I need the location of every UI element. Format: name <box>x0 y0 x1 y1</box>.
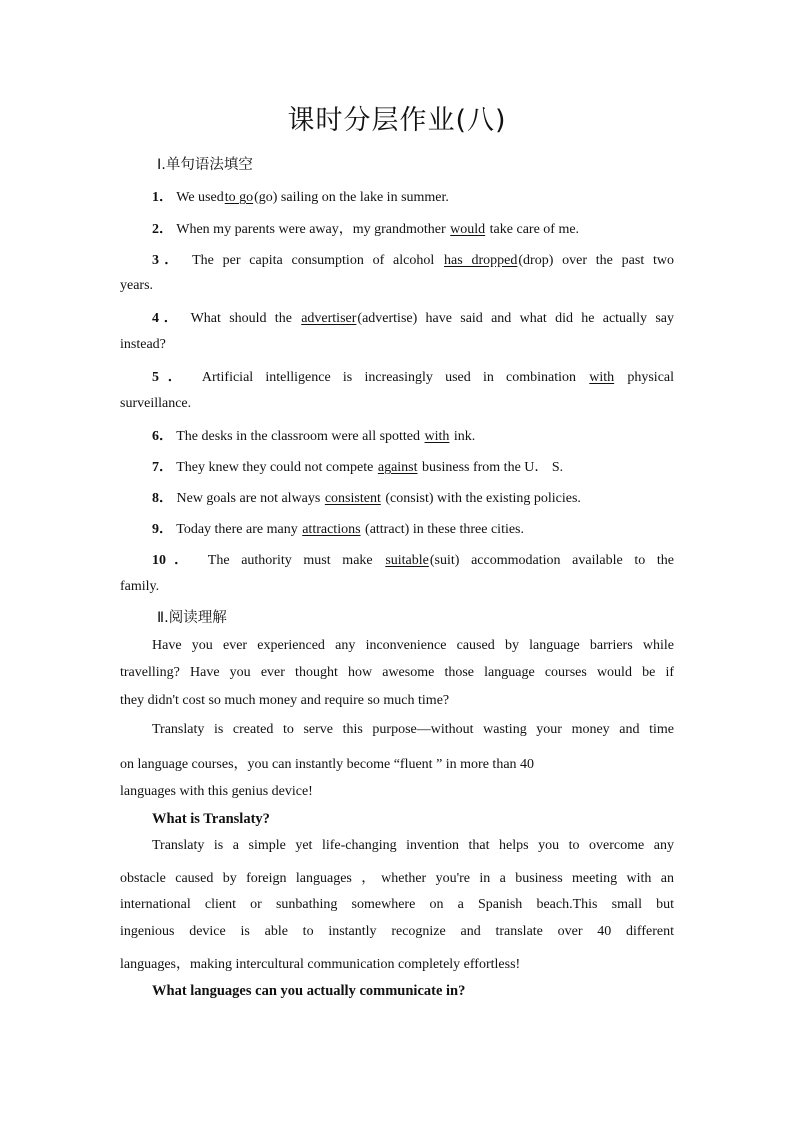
question-text: business from the U． S. <box>422 460 564 475</box>
question-number: 5． <box>152 370 191 385</box>
question-text: The desks in the classroom were all spotted <box>176 429 421 444</box>
page-title: 课时分层作业(八) <box>287 105 507 136</box>
passage-line: Translaty is created to serve this purpose—without wasting your money and time <box>152 722 674 737</box>
answer-blank: attractions <box>302 522 361 537</box>
section-heading-grammar: Ⅰ.单句语法填空 <box>157 157 253 173</box>
question-number: 9． <box>152 522 173 537</box>
question-3 <box>152 249 674 269</box>
question-number: 3． <box>152 253 184 268</box>
passage-line: Translaty is a simple yet life-changing invention that helps you to overcome any <box>152 838 674 853</box>
question-text: physical <box>627 370 675 385</box>
answer-blank: consistent <box>324 491 381 506</box>
question-10 <box>152 549 674 569</box>
answer-blank: to go <box>224 190 254 205</box>
passage-line: Have you ever experienced any inconvenience caused by language barriers while <box>152 638 674 653</box>
answer-blank: advertiser <box>301 311 357 326</box>
question-9 <box>152 518 674 538</box>
question-text: When my parents were away，my grandmother <box>176 222 446 237</box>
question-text: They knew they could not compete <box>176 460 374 475</box>
question-text: (attract) in these three cities. <box>365 522 525 537</box>
answer-blank: suitable <box>385 553 429 568</box>
question-8 <box>152 487 674 507</box>
question-number: 6． <box>152 429 173 444</box>
question-text: Today there are many <box>176 522 298 537</box>
passage-line: travelling? Have you ever thought how awesome those language courses would be if <box>120 665 674 680</box>
question-number: 10． <box>152 553 197 568</box>
passage-line: ingenious device is able to instantly recognize and translate over 40 different <box>120 924 674 939</box>
question-number: 1． <box>152 190 173 205</box>
question-1 <box>152 186 674 206</box>
passage-line: obstacle caused by foreign languages ，whether you're in a business meeting with an <box>120 871 674 886</box>
question-5-continuation: surveillance. <box>120 396 192 411</box>
passage-line: languages，making intercultural communication completely effortless! <box>120 957 521 972</box>
question-text: (go) sailing on the lake in summer. <box>254 190 449 205</box>
question-number: 7． <box>152 460 173 475</box>
question-number: 4． <box>152 311 183 326</box>
question-text: The per capita consumption of alcohol <box>192 253 435 268</box>
passage-heading: What is Translaty? <box>152 811 270 827</box>
question-text: take care of me. <box>489 222 580 237</box>
question-2 <box>152 218 674 238</box>
question-text: (consist) with the existing policies. <box>385 491 581 506</box>
question-text: Artificial intelligence is increasingly used in combination <box>201 370 577 385</box>
question-text: (suit) accommodation available to the <box>429 553 675 568</box>
answer-blank: with <box>589 370 615 385</box>
question-text: New goals are not always <box>176 491 321 506</box>
passage-line: they didn't cost so much money and require so much time? <box>120 693 450 708</box>
passage-line: international client or sunbathing somewhere on a Spanish beach.This small but <box>120 897 674 912</box>
answer-blank: against <box>377 460 418 475</box>
question-number: 2． <box>152 222 173 237</box>
question-5 <box>152 366 674 386</box>
question-4 <box>152 307 674 327</box>
question-text: The authority must make <box>207 553 373 568</box>
question-10-continuation: family. <box>120 579 160 594</box>
answer-blank: with <box>424 429 450 444</box>
answer-blank: has dropped <box>444 253 518 268</box>
question-7 <box>152 456 674 476</box>
question-number: 8． <box>152 491 173 506</box>
passage-line: languages with this genius device! <box>120 784 313 799</box>
question-text: We used <box>176 190 224 205</box>
question-text: (drop) over the past two <box>518 253 675 268</box>
passage-line: on language courses，you can instantly become “fluent ” in more than 40 <box>120 757 535 772</box>
passage-heading: What languages can you actually communicate in? <box>152 983 466 999</box>
question-3-continuation: years. <box>120 278 154 293</box>
question-text: ink. <box>453 429 476 444</box>
question-text: (advertise) have said and what did he actually say <box>357 311 674 326</box>
question-text: What should the <box>190 311 292 326</box>
section-heading-reading: Ⅱ.阅读理解 <box>157 610 227 626</box>
question-4-continuation: instead? <box>120 337 166 352</box>
answer-blank: would <box>450 222 486 237</box>
question-6 <box>152 425 674 445</box>
